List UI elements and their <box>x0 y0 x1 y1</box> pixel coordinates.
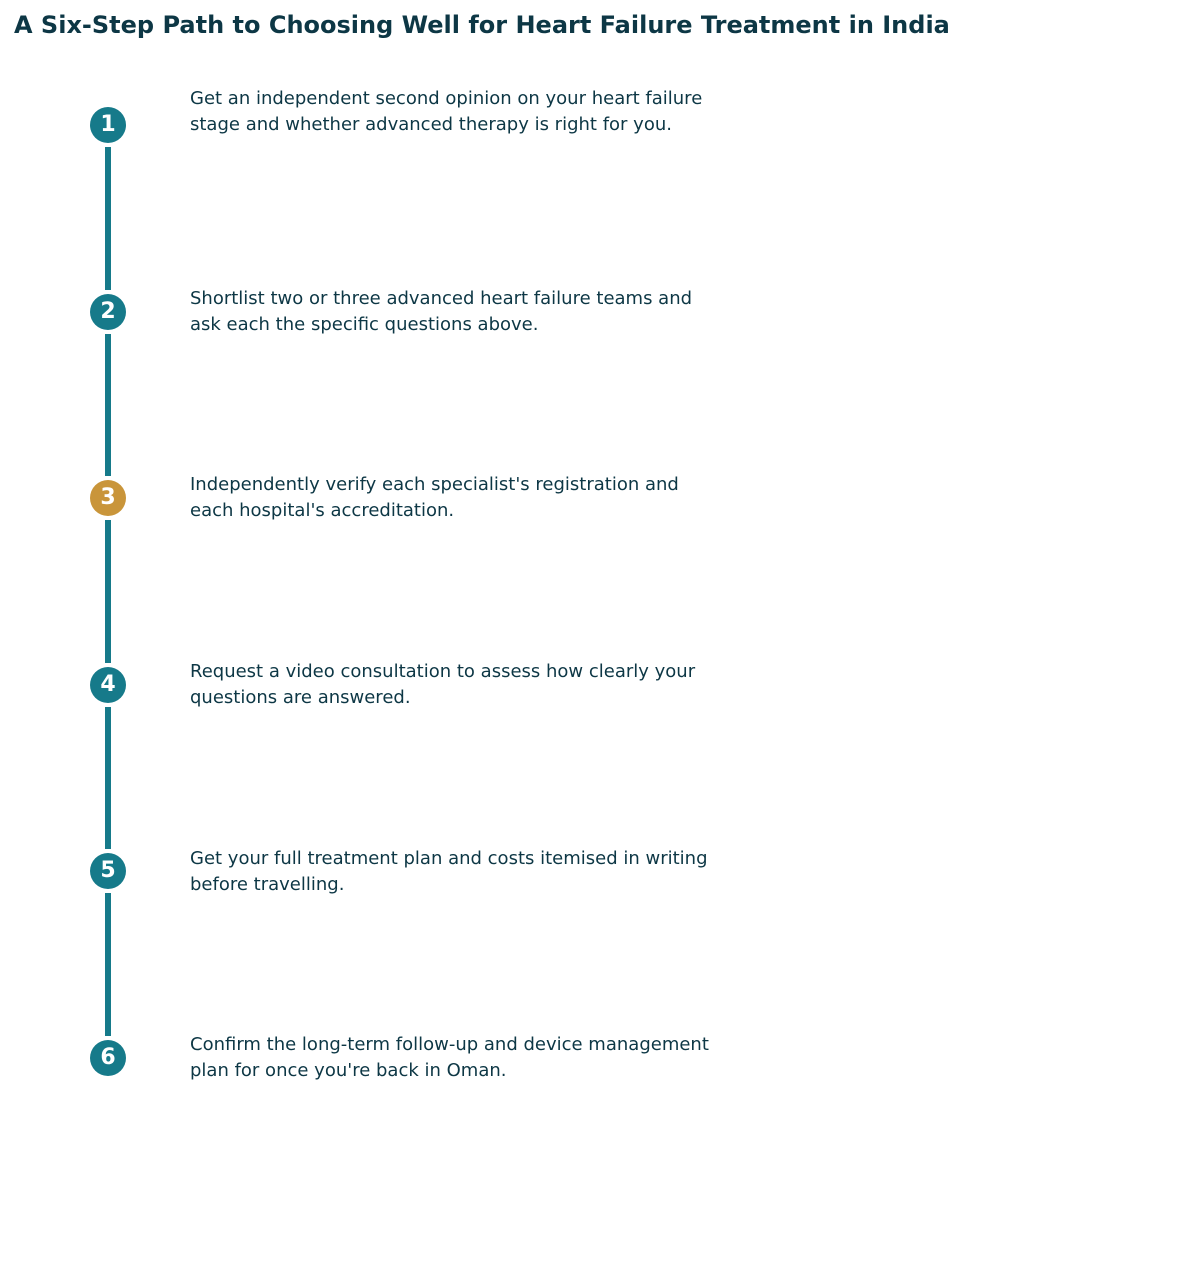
connector-line-4-5 <box>105 707 111 849</box>
connector-line-1-2 <box>105 147 111 290</box>
connector-line-5-6 <box>105 893 111 1036</box>
step-number-badge: 1 <box>90 107 126 143</box>
connector-line-3-4 <box>105 520 111 663</box>
step-text: Get your full treatment plan and costs itemised in writing before travelling. <box>190 848 708 895</box>
step-number-badge: 5 <box>90 853 126 889</box>
step-number-badge: 4 <box>90 667 126 703</box>
step-text: Request a video consultation to assess how clearly your questions are answered. <box>190 661 696 708</box>
step-number-badge: 2 <box>90 294 126 330</box>
step-number-badge-highlighted: 3 <box>90 480 126 516</box>
page-title: A Six-Step Path to Choosing Well for Heart Failure Treatment in India <box>14 11 950 39</box>
step-number-badge: 6 <box>90 1040 126 1076</box>
step-text: Independently verify each specialist's registration and each hospital's accreditation. <box>190 474 679 521</box>
step-text: Shortlist two or three advanced heart failure teams and ask each the specific questions above. <box>190 288 693 335</box>
connector-line-2-3 <box>105 334 111 476</box>
step-text: Get an independent second opinion on your heart failure stage and whether advanced therapy is right for you. <box>190 88 703 135</box>
step-text: Confirm the long-term follow-up and device management plan for once you're back in Oman. <box>190 1034 709 1081</box>
